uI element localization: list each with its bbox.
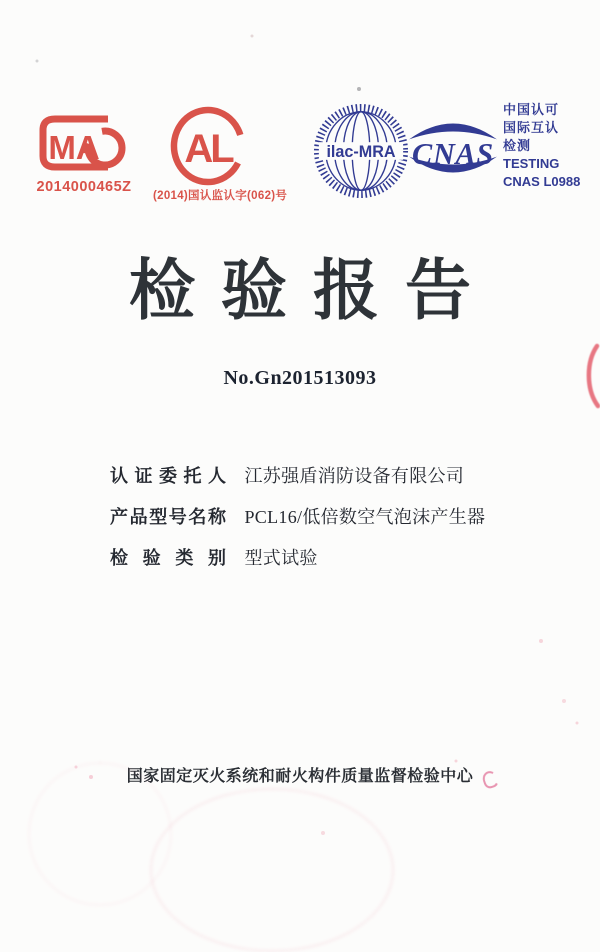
cal-letters: AL [184,127,232,171]
cnas-line-2: 国际互认 [503,120,560,135]
cnas-line-1: 中国认可 [503,102,560,117]
report-fields [110,462,485,585]
field-label-test-category: 检验类别 [110,548,226,568]
cnas-line-4: TESTING [503,156,560,171]
cnas-letters: CNAS [412,136,494,171]
faint-stamp-ghost [150,788,394,952]
cma-certificate-number: 2014000465Z [36,179,132,195]
field-value-test-category: 型式试验 [244,548,318,568]
cnas-line-3: 检测 [503,138,532,153]
field-value-applicant: 江苏强盾消防设备有限公司 [244,466,465,486]
cma-logo-icon [38,114,128,172]
ilac-mra-label: ilac-MRA [326,142,396,161]
field-label-applicant: 认证委托人 [110,466,226,486]
cal-logo-icon [169,106,247,186]
field-row-product-model [110,503,485,525]
field-label-product-model: 产品型号名称 [110,507,226,527]
cnas-accreditation-text [503,101,580,191]
field-value-product-model: PCL16/低倍数空气泡沫产生器 [244,507,486,527]
cma-letters: MA [48,129,100,166]
report-number: No.Gn201513093 [223,367,377,389]
cal-certificate-number: (2014)国认监认字(062)号 [153,190,288,202]
issuing-organization: 国家固定灭火系统和耐火构件质量监督检验中心 [126,768,474,785]
field-row-applicant [110,462,485,484]
scan-speckles [0,0,2,2]
field-row-test-category [110,544,485,566]
report-title: 检验报告 [129,253,497,327]
cnas-line-5: CNAS L0988 [503,174,581,189]
ilac-mra-logo-icon [312,102,410,200]
cnas-logo-icon [406,112,500,184]
